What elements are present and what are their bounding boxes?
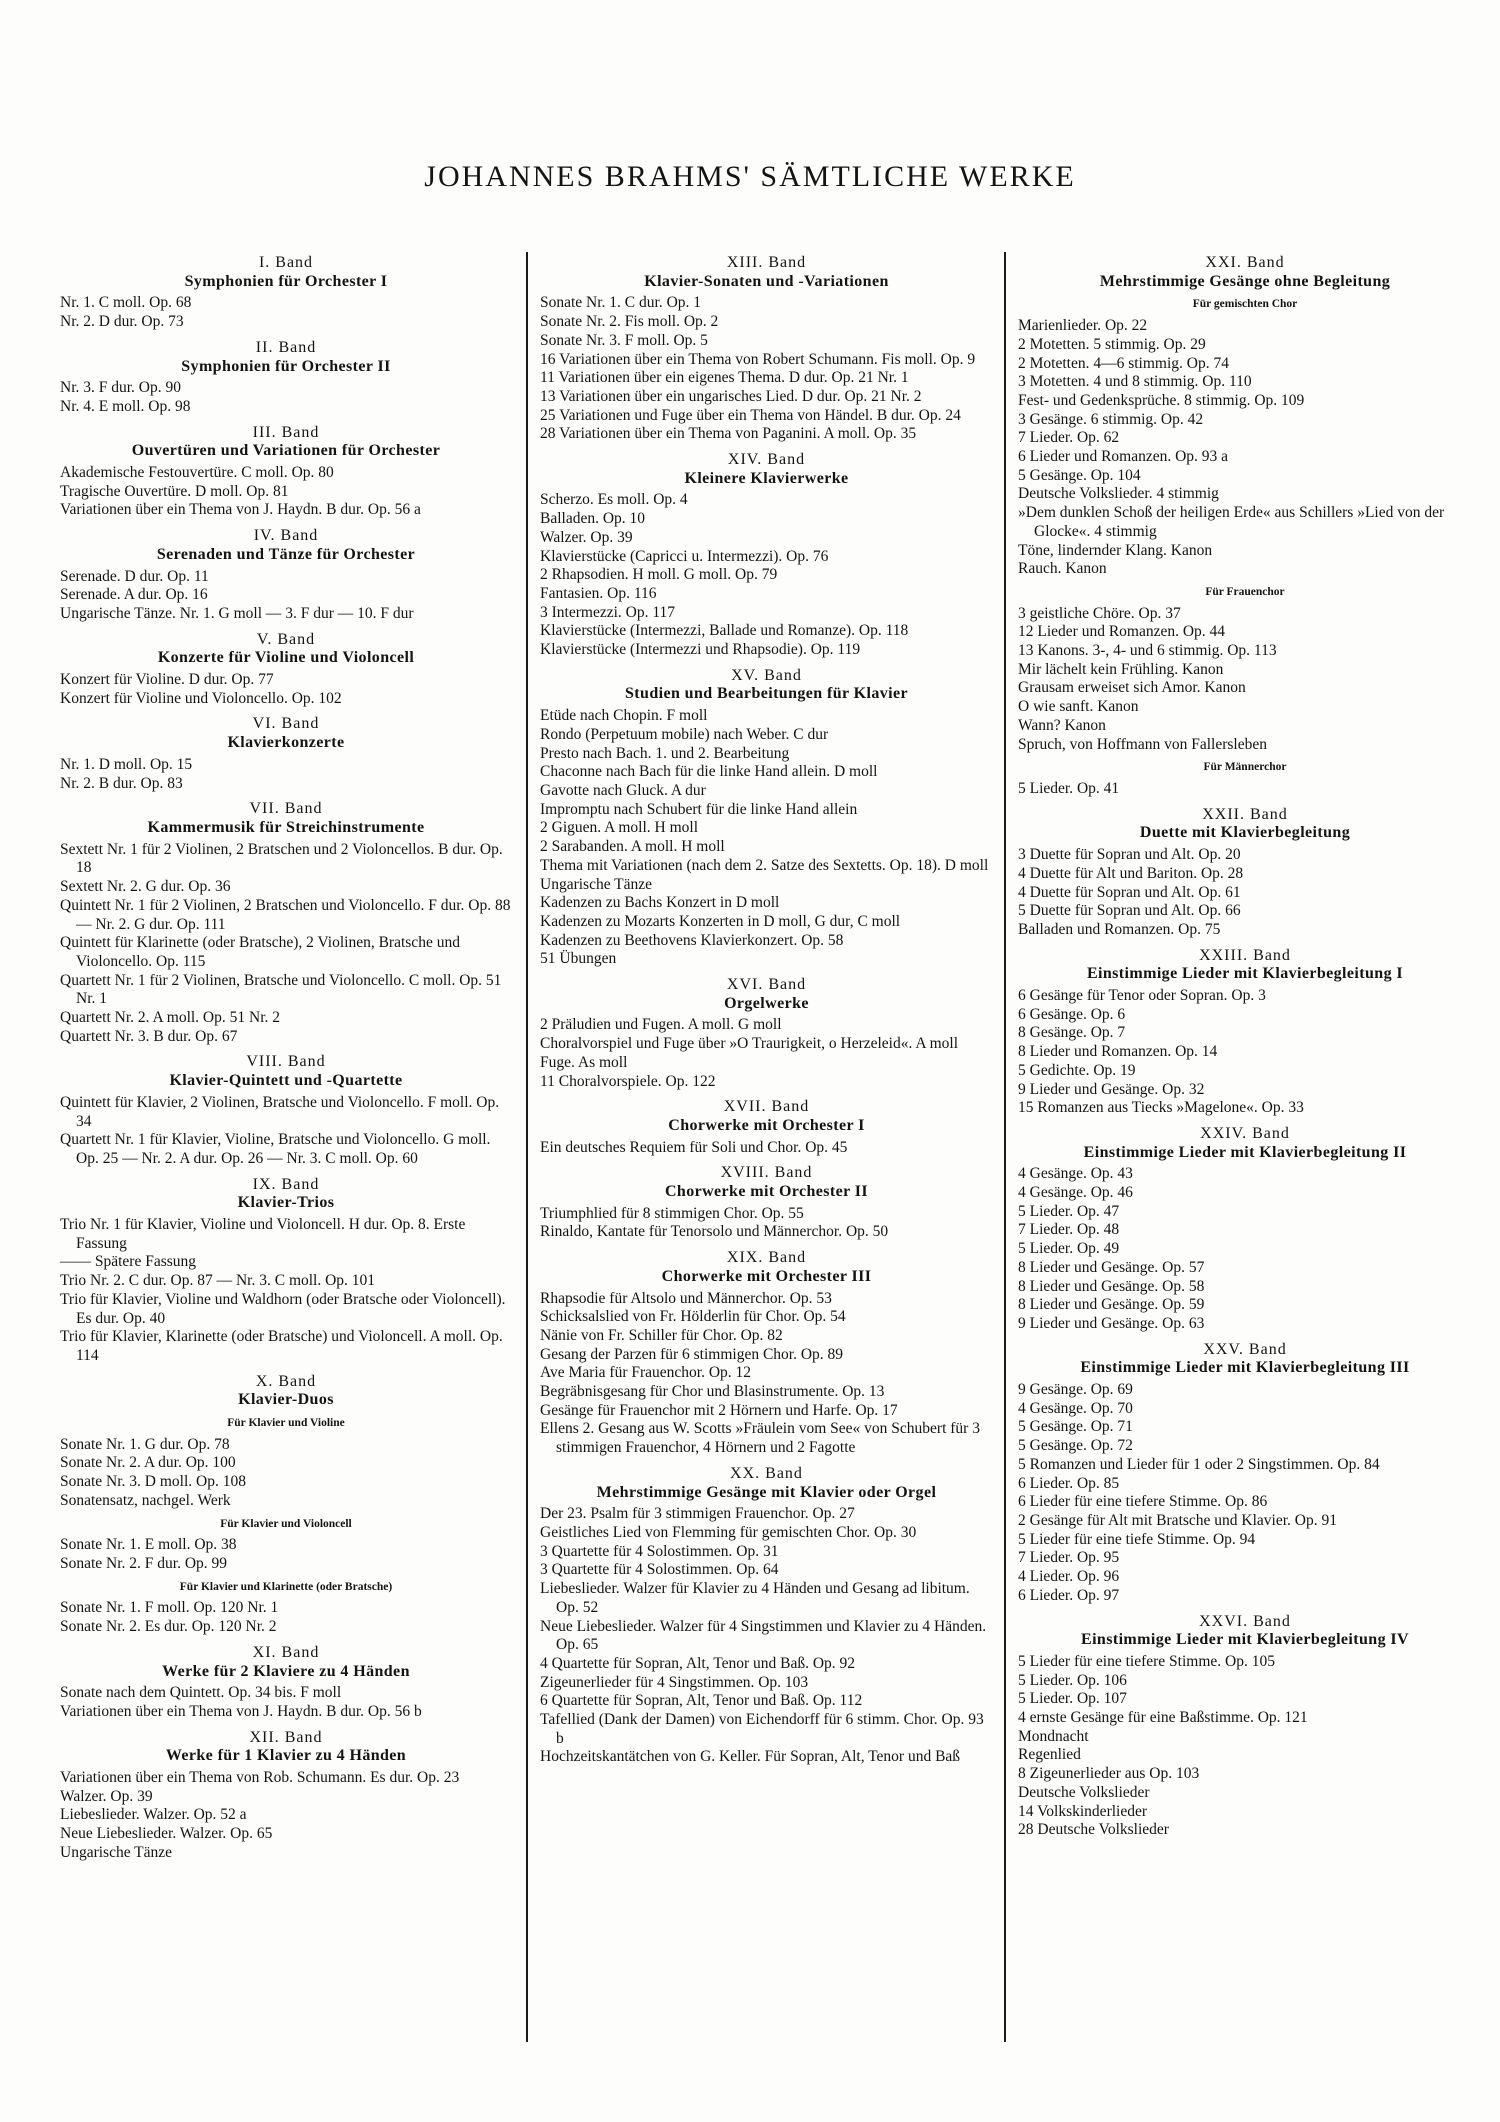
work-entry: 9 Gesänge. Op. 69 — [1018, 1381, 1133, 1399]
work-entry: 5 Gedichte. Op. 19 — [1018, 1061, 1136, 1079]
work-entry: Sonate Nr. 2. F dur. Op. 99 — [60, 1555, 228, 1572]
band-title: Mehrstimmige Gesänge ohne Begleitung — [1099, 272, 1391, 290]
work-entry: Scherzo. Es moll. Op. 4 — [540, 491, 688, 509]
band-number: XIII. Band — [726, 254, 807, 271]
work-entry: 7 Lieder. Op. 48 — [1018, 1221, 1120, 1239]
work-entry: 5 Lieder. Op. 41 — [1018, 779, 1120, 797]
work-entry: 3 Gesänge. 6 stimmig. Op. 42 — [1018, 410, 1204, 428]
band-section — [540, 1249, 993, 1458]
work-entry: Presto nach Bach. 1. und 2. Bearbeitung — [540, 744, 790, 762]
work-entry: Sonate nach dem Quintett. Op. 34 bis. F moll — [60, 1684, 342, 1702]
band-section — [60, 1644, 512, 1722]
work-entry: Quartett Nr. 3. B dur. Op. 67 — [60, 1027, 238, 1045]
work-entry: 11 Choralvorspiele. Op. 122 — [540, 1072, 716, 1090]
work-entry: 5 Gesänge. Op. 104 — [1018, 466, 1141, 484]
work-entry: Spruch, von Hoffmann von Fallersleben — [1018, 735, 1267, 753]
work-entry: Triumphlied für 8 stimmigen Chor. Op. 55 — [540, 1204, 804, 1222]
work-entry: Trio Nr. 2. C dur. Op. 87 — Nr. 3. C moll. Op. 101 — [60, 1272, 376, 1290]
work-entry: 6 Lieder und Romanzen. Op. 93 a — [1018, 448, 1229, 466]
work-entry: 2 Sarabanden. A moll. H moll — [540, 838, 725, 856]
work-entry: Ave Maria für Frauenchor. Op. 12 — [540, 1364, 752, 1382]
band-number: V. Band — [256, 630, 316, 648]
catalog-column-1 — [60, 252, 512, 2032]
work-entry: 4 Gesänge. Op. 43 — [1018, 1165, 1133, 1183]
band-number: XXVI. Band — [1199, 1612, 1291, 1630]
band-number: XVI. Band — [726, 976, 807, 994]
work-entry: Sonate Nr. 1. F moll. Op. 120 Nr. 1 — [60, 1599, 279, 1617]
work-entry: 6 Lieder für eine tiefere Stimme. Op. 86 — [1018, 1493, 1268, 1511]
band-section — [60, 339, 512, 417]
band-section — [60, 527, 512, 624]
work-entry: Klavierstücke (Capricci u. Intermezzi). Op. 76 — [540, 547, 829, 565]
band-section — [1018, 254, 1472, 799]
work-entry: Fuge. As moll — [540, 1053, 628, 1071]
work-entry: 8 Lieder und Gesänge. Op. 58 — [1018, 1277, 1205, 1295]
work-entry: 2 Motetten. 5 stimmig. Op. 29 — [1018, 335, 1206, 353]
band-number: IV. Band — [253, 527, 319, 545]
work-entry: Sextett Nr. 2. G dur. Op. 36 — [60, 878, 231, 896]
catalog-column-2 — [540, 252, 993, 2032]
work-entry: Nänie von Fr. Schiller für Chor. Op. 82 — [540, 1326, 783, 1344]
work-entry: Geistliches Lied von Flemming für gemischten Chor. Op. 30 — [540, 1524, 917, 1541]
band-section — [540, 1465, 993, 1767]
work-entry: 28 Deutsche Volkslieder — [1018, 1821, 1169, 1839]
band-title: Kammermusik für Streichinstrumente — [147, 818, 425, 836]
work-entry: Gavotte nach Gluck. A dur — [540, 781, 706, 799]
band-number: XVII. Band — [723, 1098, 810, 1116]
work-entry: Gesang der Parzen für 6 stimmigen Chor. Op. 89 — [540, 1345, 844, 1363]
work-entry: Quintett für Klavier, 2 Violinen, Bratsche und Violoncello. F moll. Op. 34 — [60, 1093, 500, 1130]
work-entry: Deutsche Volkslieder — [1018, 1783, 1150, 1801]
work-entry: 8 Lieder und Gesänge. Op. 57 — [1018, 1258, 1205, 1276]
band-number: XV. Band — [731, 666, 802, 684]
work-entry: Sonate Nr. 2. Es dur. Op. 120 Nr. 2 — [60, 1618, 277, 1636]
band-section — [540, 1098, 993, 1157]
work-entry: Balladen. Op. 10 — [540, 510, 646, 528]
work-entry: Schicksalslied von Fr. Hölderlin für Chor. Op. 54 — [540, 1308, 846, 1326]
band-section — [60, 631, 512, 709]
work-entry: Ein deutsches Requiem für Soli und Chor. Op. 45 — [540, 1138, 848, 1156]
work-entry: Kadenzen zu Beethovens Klavierkonzert. Op. 58 — [540, 931, 844, 949]
work-entry: Akademische Festouvertüre. C moll. Op. 80 — [60, 464, 334, 482]
band-number: IX. Band — [252, 1175, 320, 1193]
work-entry: 6 Gesänge für Tenor oder Sopran. Op. 3 — [1018, 987, 1266, 1005]
work-entry: Liebeslieder. Walzer. Op. 52 a — [60, 1806, 247, 1824]
work-entry: 6 Gesänge. Op. 6 — [1018, 1005, 1126, 1023]
work-entry: 13 Variationen über ein ungarisches Lied. D dur. Op. 21 Nr. 2 — [540, 387, 922, 405]
work-entry: 3 Duette für Sopran und Alt. Op. 20 — [1018, 846, 1241, 864]
band-section — [60, 254, 512, 332]
work-entry: Sextett Nr. 1 für 2 Violinen, 2 Bratschen und 2 Violoncellos. B dur. Op. 18 — [60, 840, 503, 877]
work-entry: 5 Gesänge. Op. 72 — [1018, 1437, 1133, 1455]
band-title: Klavier-Quintett und -Quartette — [169, 1072, 403, 1090]
band-number: XXIV. Band — [1200, 1124, 1290, 1142]
work-entry: 11 Variationen über ein eigenes Thema. D dur. Op. 21 Nr. 1 — [540, 369, 909, 387]
work-entry: Trio Nr. 1 für Klavier, Violine und Violoncell. H dur. Op. 8. Erste Fassung — [60, 1216, 466, 1252]
work-entry: 28 Variationen über ein Thema von Paganini. A moll. Op. 35 — [540, 425, 917, 443]
band-section — [60, 715, 512, 793]
work-entry: Liebeslieder. Walzer für Klavier zu 4 Händen und Gesang ad libitum. Op. 52 — [540, 1580, 970, 1616]
band-subheading: Für gemischten Chor — [1192, 298, 1298, 311]
band-number: XXIII. Band — [1199, 946, 1291, 964]
work-entry: Sonate Nr. 2. A dur. Op. 100 — [60, 1454, 236, 1472]
work-entry: Grausam erweiset sich Amor. Kanon — [1018, 679, 1246, 697]
work-entry: Quartett Nr. 1 für 2 Violinen, Bratsche und Violoncello. C moll. Op. 51 Nr. 1 — [60, 971, 502, 1008]
band-number: XXII. Band — [1202, 805, 1288, 823]
work-entry: Begräbnisgesang für Chor und Blasinstrumente. Op. 13 — [540, 1383, 885, 1401]
work-entry: Nr. 1. D moll. Op. 15 — [60, 755, 193, 773]
work-entry: 3 geistliche Chöre. Op. 37 — [1018, 604, 1181, 622]
work-entry: 4 Gesänge. Op. 70 — [1018, 1399, 1133, 1417]
work-entry: 7 Lieder. Op. 62 — [1018, 429, 1120, 447]
work-entry: Quartett Nr. 1 für Klavier, Violine, Bratsche und Violoncello. G moll. Op. 25 — Nr. 2. A dur. Op. 26 — Nr. 3. C moll. Op. 60 — [60, 1131, 491, 1167]
work-entry: Ungarische Tänze — [60, 1843, 173, 1861]
work-entry: 3 Intermezzi. Op. 117 — [540, 603, 676, 621]
work-entry: Sonate Nr. 3. F moll. Op. 5 — [540, 331, 708, 349]
band-section — [60, 1373, 512, 1637]
work-entry: Ungarische Tänze. Nr. 1. G moll — 3. F dur — 10. F dur — [60, 604, 414, 622]
band-section — [1018, 947, 1472, 1118]
band-title: Werke für 2 Klaviere zu 4 Händen — [162, 1662, 410, 1680]
work-entry: Sonate Nr. 2. Fis moll. Op. 2 — [540, 313, 719, 331]
band-subheading: Für Männerchor — [1203, 761, 1287, 774]
work-entry: O wie sanft. Kanon — [1018, 698, 1139, 716]
work-entry: Rhapsodie für Altsolo und Männerchor. Op. 53 — [540, 1289, 832, 1307]
work-entry: 16 Variationen über ein Thema von Robert Schumann. Fis moll. Op. 9 — [540, 350, 976, 368]
band-title: Chorwerke mit Orchester III — [661, 1267, 872, 1285]
band-title: Einstimmige Lieder mit Klavierbegleitung IV — [1081, 1631, 1409, 1649]
work-entry: Serenade. D dur. Op. 11 — [60, 567, 209, 585]
band-section — [540, 976, 993, 1091]
band-section — [60, 1176, 512, 1366]
work-entry: 6 Quartette für Sopran, Alt, Tenor und Baß. Op. 112 — [540, 1692, 863, 1710]
work-entry: 2 Motetten. 4—6 stimmig. Op. 74 — [1018, 354, 1229, 372]
work-entry: 5 Lieder für eine tiefe Stimme. Op. 94 — [1018, 1530, 1256, 1548]
work-entry: 5 Lieder. Op. 106 — [1018, 1671, 1127, 1689]
band-number: XII. Band — [249, 1728, 323, 1746]
band-title: Serenaden und Tänze für Orchester — [156, 545, 416, 563]
work-entry: 2 Giguen. A moll. H moll — [540, 819, 699, 837]
work-entry: 8 Zigeunerlieder aus Op. 103 — [1018, 1765, 1200, 1783]
work-entry: 4 Gesänge. Op. 46 — [1018, 1184, 1133, 1202]
work-entry: Sonate Nr. 1. C dur. Op. 1 — [540, 294, 702, 312]
work-entry: 6 Lieder. Op. 97 — [1018, 1586, 1120, 1604]
work-entry: Nr. 4. E moll. Op. 98 — [60, 397, 191, 415]
work-entry: Quintett für Klarinette (oder Bratsche), 2 Violinen, Bratsche und Violoncello. Op. 115 — [60, 934, 460, 970]
work-entry: 51 Übungen — [540, 950, 617, 968]
band-section — [1018, 1125, 1472, 1334]
work-entry: 5 Lieder für eine tiefere Stimme. Op. 105 — [1018, 1652, 1275, 1670]
band-section — [540, 1164, 993, 1242]
work-entry: Quartett Nr. 2. A moll. Op. 51 Nr. 2 — [60, 1009, 281, 1027]
band-title: Klavier-Trios — [237, 1194, 335, 1212]
work-entry: Variationen über ein Thema von Rob. Schumann. Es dur. Op. 23 — [60, 1769, 460, 1787]
work-entry: 5 Romanzen und Lieder für 1 oder 2 Singstimmen. Op. 84 — [1018, 1455, 1380, 1473]
work-entry: Hochzeitskantätchen von G. Keller. Für Sopran, Alt, Tenor und Baß — [540, 1748, 961, 1766]
work-entry: Nr. 2. D dur. Op. 73 — [60, 313, 184, 331]
work-entry: Sonatensatz, nachgel. Werk — [60, 1491, 231, 1509]
work-entry: Rauch. Kanon — [1018, 560, 1107, 578]
band-number: III. Band — [252, 423, 320, 441]
band-section — [1018, 1341, 1472, 1606]
work-entry: Ellens 2. Gesang aus W. Scotts »Fräulein vom See« von Schubert für 3 stimmigen Frauenchor, 4 Hörnern und 2 Fagotte — [540, 1420, 980, 1457]
band-subheading: Für Klavier und Violoncell — [220, 1517, 352, 1530]
work-entry: Zigeunerlieder für 4 Singstimmen. Op. 103 — [540, 1673, 809, 1691]
band-section — [540, 667, 993, 969]
work-entry: 3 Motetten. 4 und 8 stimmig. Op. 110 — [1018, 373, 1252, 391]
work-entry: Walzer. Op. 39 — [540, 528, 633, 546]
work-entry: Choralvorspiel und Fuge über »O Traurigkeit, o Herzeleid«. A moll — [540, 1035, 959, 1053]
band-section — [540, 451, 993, 660]
work-entry: Quintett Nr. 1 für 2 Violinen, 2 Bratschen und Violoncello. F dur. Op. 88 — Nr. 2. G dur. Op. 111 — [60, 896, 511, 933]
work-entry: 2 Rhapsodien. H moll. G moll. Op. 79 — [540, 566, 778, 584]
work-entry: Sonate Nr. 3. D moll. Op. 108 — [60, 1473, 246, 1491]
band-title: Kleinere Klavierwerke — [684, 469, 849, 487]
catalog-columns — [60, 252, 1472, 2032]
band-section — [1018, 1613, 1472, 1840]
work-entry: Nr. 2. B dur. Op. 83 — [60, 774, 183, 792]
work-entry: 4 Lieder. Op. 96 — [1018, 1568, 1120, 1586]
band-section — [60, 1053, 512, 1168]
band-title: Chorwerke mit Orchester II — [664, 1183, 869, 1201]
work-entry: Konzert für Violine. D dur. Op. 77 — [60, 671, 274, 689]
work-entry: 7 Lieder. Op. 95 — [1018, 1549, 1120, 1567]
work-entry: 14 Volkskinderlieder — [1018, 1802, 1148, 1820]
band-title: Konzerte für Violine und Violoncell — [157, 649, 415, 667]
work-entry: Tragische Ouvertüre. D moll. Op. 81 — [60, 482, 289, 500]
band-number: VII. Band — [249, 800, 323, 818]
band-section — [1018, 806, 1472, 940]
column-divider — [526, 252, 528, 2042]
work-entry: Ungarische Tänze — [540, 875, 653, 893]
band-number: II. Band — [255, 338, 317, 356]
work-entry: Töne, lindernder Klang. Kanon — [1018, 541, 1213, 559]
work-entry: Klavierstücke (Intermezzi und Rhapsodie). Op. 119 — [540, 641, 861, 659]
work-entry: Nr. 3. F dur. Op. 90 — [60, 379, 181, 397]
work-entry: 8 Lieder und Romanzen. Op. 14 — [1018, 1043, 1218, 1061]
band-title: Symphonien für Orchester I — [184, 272, 388, 290]
band-number: XIX. Band — [726, 1249, 807, 1267]
work-entry: Walzer. Op. 39 — [60, 1787, 153, 1805]
work-entry: 25 Variationen und Fuge über ein Thema von Händel. B dur. Op. 24 — [540, 406, 961, 424]
band-subheading: Für Frauenchor — [1205, 585, 1285, 598]
band-title: Klavier-Duos — [238, 1391, 334, 1409]
work-entry: Chaconne nach Bach für die linke Hand allein. D moll — [540, 763, 878, 781]
column-divider — [1004, 252, 1006, 2042]
band-title: Klavierkonzerte — [227, 734, 345, 752]
work-entry: 2 Präludien und Fugen. A moll. G moll — [540, 1016, 782, 1034]
work-entry: 4 Duette für Alt und Bariton. Op. 28 — [1018, 864, 1244, 882]
band-number: XXV. Band — [1203, 1340, 1287, 1358]
work-entry: Gesänge für Frauenchor mit 2 Hörnern und Harfe. Op. 17 — [540, 1401, 898, 1419]
work-entry: 4 Quartette für Sopran, Alt, Tenor und Baß. Op. 92 — [540, 1654, 856, 1672]
work-entry: Tafellied (Dank der Damen) von Eichendorff für 6 stimm. Chor. Op. 93 b — [540, 1711, 984, 1747]
band-section — [60, 800, 512, 1046]
band-title: Duette mit Klavierbegleitung — [1139, 824, 1351, 842]
work-entry: —— Spätere Fassung — [60, 1253, 197, 1271]
band-number: XI. Band — [252, 1643, 320, 1661]
band-title: Mehrstimmige Gesänge mit Klavier oder Orgel — [596, 1483, 937, 1501]
work-entry: 5 Gesänge. Op. 71 — [1018, 1418, 1133, 1436]
band-number: I. Band — [258, 254, 314, 271]
work-entry: 4 Duette für Sopran und Alt. Op. 61 — [1018, 883, 1241, 901]
band-title: Klavier-Sonaten und -Variationen — [644, 272, 889, 290]
band-number: XXI. Band — [1205, 254, 1285, 271]
work-entry: 5 Duette für Sopran und Alt. Op. 66 — [1018, 902, 1241, 920]
work-entry: Impromptu nach Schubert für die linke Hand allein — [540, 800, 858, 818]
work-entry: Nr. 1. C moll. Op. 68 — [60, 294, 192, 312]
band-number: VIII. Band — [246, 1053, 326, 1071]
work-entry: Etüde nach Chopin. F moll — [540, 707, 708, 725]
work-entry: 3 Quartette für 4 Solostimmen. Op. 64 — [540, 1561, 779, 1579]
work-entry: 8 Lieder und Gesänge. Op. 59 — [1018, 1296, 1205, 1314]
work-entry: Rondo (Perpetuum mobile) nach Weber. C dur — [540, 725, 829, 743]
work-entry: Kadenzen zu Mozarts Konzerten in D moll, G dur, C moll — [540, 912, 901, 930]
work-entry: Neue Liebeslieder. Walzer. Op. 65 — [60, 1825, 273, 1843]
work-entry: Mondnacht — [1018, 1727, 1089, 1745]
work-entry: 15 Romanzen aus Tiecks »Magelone«. Op. 33 — [1018, 1099, 1304, 1117]
band-title: Symphonien für Orchester II — [181, 357, 391, 375]
band-section — [60, 424, 512, 521]
work-entry: Klavierstücke (Intermezzi, Ballade und Romanze). Op. 118 — [540, 622, 909, 640]
work-entry: Der 23. Psalm für 3 stimmigen Frauenchor. Op. 27 — [540, 1505, 855, 1523]
work-entry: Sonate Nr. 1. E moll. Op. 38 — [60, 1536, 237, 1554]
band-section — [540, 254, 993, 444]
band-title: Ouvertüren und Variationen für Orchester — [131, 442, 441, 460]
work-entry: Rinaldo, Kantate für Tenorsolo und Männerchor. Op. 50 — [540, 1223, 889, 1241]
work-entry: Thema mit Variationen (nach dem 2. Satze des Sextetts. Op. 18). D moll — [540, 856, 989, 874]
band-number: X. Band — [255, 1372, 317, 1390]
work-entry: Trio für Klavier, Klarinette (oder Bratsche) und Violoncell. A moll. Op. 114 — [60, 1328, 503, 1364]
band-subheading: Für Klavier und Violine — [227, 1417, 345, 1430]
band-number: VI. Band — [252, 715, 320, 733]
work-entry: Trio für Klavier, Violine und Waldhorn (oder Bratsche oder Violoncell). Es dur. Op. 40 — [60, 1290, 506, 1327]
band-number: XIV. Band — [727, 451, 806, 469]
work-entry: Marienlieder. Op. 22 — [1018, 317, 1148, 335]
band-number: XX. Band — [730, 1464, 803, 1482]
work-entry: 9 Lieder und Gesänge. Op. 63 — [1018, 1314, 1205, 1332]
band-title: Einstimmige Lieder mit Klavierbegleitung I — [1086, 965, 1404, 983]
work-entry: 4 ernste Gesänge für eine Baßstimme. Op. 121 — [1018, 1709, 1308, 1727]
band-subheading: Für Klavier und Klarinette (oder Bratsche) — [179, 1580, 393, 1593]
band-title: Studien und Bearbeitungen für Klavier — [625, 685, 908, 703]
work-entry: Serenade. A dur. Op. 16 — [60, 586, 208, 604]
catalog-column-3 — [1018, 252, 1472, 2032]
work-entry: 9 Lieder und Gesänge. Op. 32 — [1018, 1080, 1205, 1098]
work-entry: 3 Quartette für 4 Solostimmen. Op. 31 — [540, 1542, 779, 1560]
work-entry: 12 Lieder und Romanzen. Op. 44 — [1018, 623, 1226, 641]
work-entry: Neue Liebeslieder. Walzer für 4 Singstimmen und Klavier zu 4 Händen. Op. 65 — [540, 1617, 987, 1654]
work-entry: Regenlied — [1018, 1746, 1081, 1764]
work-entry: 6 Lieder. Op. 85 — [1018, 1474, 1120, 1492]
band-title: Werke für 1 Klavier zu 4 Händen — [165, 1747, 407, 1765]
work-entry: Variationen über ein Thema von J. Haydn. B dur. Op. 56 b — [60, 1702, 422, 1720]
band-section — [60, 1729, 512, 1863]
work-entry: 5 Lieder. Op. 47 — [1018, 1202, 1120, 1220]
work-entry: Variationen über ein Thema von J. Haydn. B dur. Op. 56 a — [60, 501, 421, 519]
band-number: XVIII. Band — [720, 1164, 813, 1182]
work-entry: Kadenzen zu Bachs Konzert in D moll — [540, 894, 780, 912]
work-entry: 5 Lieder. Op. 49 — [1018, 1240, 1120, 1258]
page-title: JOHANNES BRAHMS' SÄMTLICHE WERKE — [424, 160, 1076, 194]
work-entry: 13 Kanons. 3-, 4- und 6 stimmig. Op. 113 — [1018, 642, 1277, 660]
work-entry: 8 Gesänge. Op. 7 — [1018, 1024, 1126, 1042]
work-entry: »Dem dunklen Schoß der heiligen Erde« aus Schillers »Lied von der Glocke«. 4 stimmig — [1018, 504, 1445, 540]
work-entry: 5 Lieder. Op. 107 — [1018, 1690, 1127, 1708]
band-title: Einstimmige Lieder mit Klavierbegleitung III — [1080, 1359, 1410, 1377]
work-entry: Sonate Nr. 1. G dur. Op. 78 — [60, 1435, 230, 1453]
band-title: Orgelwerke — [724, 994, 809, 1012]
work-entry: Mir lächelt kein Frühling. Kanon — [1018, 660, 1224, 678]
work-entry: Wann? Kanon — [1018, 716, 1106, 734]
work-entry: Balladen und Romanzen. Op. 75 — [1018, 920, 1221, 938]
band-title: Chorwerke mit Orchester I — [668, 1116, 865, 1134]
work-entry: Fantasien. Op. 116 — [540, 584, 657, 602]
work-entry: Fest- und Gedenksprüche. 8 stimmig. Op. 109 — [1018, 391, 1305, 409]
work-entry: 2 Gesänge für Alt mit Bratsche und Klavier. Op. 91 — [1018, 1512, 1337, 1529]
work-entry: Konzert für Violine und Violoncello. Op. 102 — [60, 689, 342, 707]
band-title: Einstimmige Lieder mit Klavierbegleitung II — [1083, 1143, 1407, 1161]
work-entry: Deutsche Volkslieder. 4 stimmig — [1018, 485, 1219, 503]
